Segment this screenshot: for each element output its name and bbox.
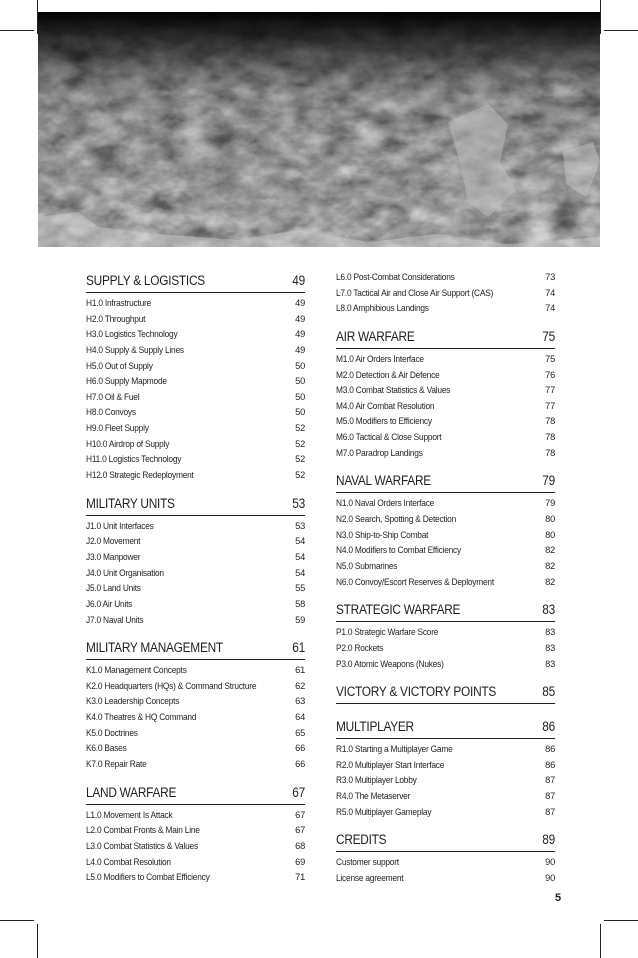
toc-entry-label: M1.0 Air Orders Interface [336, 353, 424, 364]
toc-entry-label: H12.0 Strategic Redeployment [86, 470, 194, 481]
toc-entry-label: J7.0 Naval Units [86, 614, 144, 625]
toc-section-heading[interactable] [336, 326, 555, 349]
toc-entry[interactable] [86, 581, 305, 597]
section-spacer [86, 628, 305, 637]
toc-entry[interactable] [86, 374, 305, 390]
toc-section [86, 637, 305, 772]
toc-section [336, 599, 555, 672]
toc-entry[interactable] [336, 446, 555, 462]
toc-entry-page: 78 [545, 432, 555, 443]
toc-entry-page: 77 [545, 400, 555, 411]
toc-entry-page: 64 [295, 712, 305, 723]
toc-entry-page: 63 [295, 696, 305, 707]
toc-entry[interactable] [336, 301, 555, 317]
toc-entry[interactable] [336, 855, 555, 871]
toc-entry-label: H3.0 Logistics Technology [86, 329, 178, 340]
toc-entry-label: H10.0 Airdrop of Supply [86, 438, 170, 449]
toc-entry-label: L3.0 Combat Statistics & Values [86, 840, 198, 851]
toc-entry[interactable] [86, 534, 305, 550]
toc-entry-page: 78 [545, 447, 555, 458]
toc-entry-page: 61 [295, 665, 305, 676]
section-title: MILITARY UNITS [86, 495, 175, 511]
crop-mark [604, 920, 638, 921]
toc-entry-page: 52 [295, 454, 305, 465]
toc-entry-label: N4.0 Modifiers to Combat Efficiency [336, 545, 461, 556]
section-title: NAVAL WARFARE [336, 473, 431, 489]
section-page-number: 49 [292, 273, 305, 288]
toc-section [336, 681, 555, 704]
crop-mark [600, 924, 601, 958]
section-title: VICTORY & VICTORY POINTS [336, 684, 497, 700]
toc-entry-label: M7.0 Paradrop Landings [336, 447, 423, 458]
toc-entry-label: M4.0 Air Combat Resolution [336, 400, 435, 411]
section-page-number: 75 [542, 328, 555, 344]
toc-entry-page: 59 [295, 614, 305, 625]
toc-entry-label: H4.0 Supply & Supply Lines [86, 344, 184, 355]
section-spacer [336, 461, 555, 470]
toc-entry-label: H7.0 Oil & Fuel [86, 391, 140, 402]
toc-entry-page: 73 [545, 272, 555, 282]
toc-entry[interactable] [86, 870, 305, 886]
toc-entry-label: R5.0 Multiplayer Gameplay [336, 806, 432, 817]
toc-entry[interactable] [336, 641, 555, 657]
toc-entry-page: 76 [545, 369, 555, 380]
toc-entry[interactable] [336, 512, 555, 528]
toc-entry-label: L7.0 Tactical Air and Close Air Support (CAS) [336, 287, 494, 298]
toc-entry-page: 86 [545, 759, 555, 770]
page-number: 5 [555, 892, 562, 904]
toc-section-heading[interactable] [336, 470, 555, 493]
toc-entry-page: 77 [545, 385, 555, 396]
section-spacer [336, 672, 555, 681]
toc-entry[interactable] [336, 270, 555, 286]
toc-entry-label: K7.0 Repair Rate [86, 759, 147, 770]
toc-entry-page: 86 [545, 744, 555, 755]
toc-entry[interactable] [336, 496, 555, 512]
toc-section-heading[interactable] [336, 681, 555, 704]
crop-mark [600, 0, 601, 34]
toc-entry-page: 82 [545, 560, 555, 571]
toc-entry-page: 74 [545, 303, 555, 314]
toc-entry[interactable] [86, 613, 305, 629]
toc-entry[interactable] [336, 543, 555, 559]
toc-entry-page: 87 [545, 791, 555, 802]
toc-entry-page: 65 [295, 727, 305, 738]
toc-entry[interactable] [86, 726, 305, 742]
toc-entry-page: 66 [295, 743, 305, 754]
section-spacer [86, 484, 305, 493]
toc-entry-label: L2.0 Combat Fronts & Main Line [86, 825, 200, 836]
toc-entry-label: R4.0 The Metaserver [336, 791, 411, 802]
section-page-number: 85 [542, 684, 555, 700]
toc-entry-label: H5.0 Out of Supply [86, 360, 153, 371]
section-page-number: 53 [292, 495, 305, 511]
toc-entry[interactable] [86, 312, 305, 328]
toc-entry[interactable] [336, 383, 555, 399]
toc-entry-label: K3.0 Leadership Concepts [86, 696, 180, 707]
toc-section-heading[interactable] [86, 637, 305, 660]
toc-entry[interactable] [86, 808, 305, 824]
toc-section [336, 326, 555, 461]
toc-entry-page: 69 [295, 856, 305, 867]
toc-entry-page: 62 [295, 680, 305, 691]
toc-entry[interactable] [86, 421, 305, 437]
toc-entry-page: 50 [295, 376, 305, 387]
toc-entry-label: J4.0 Unit Organisation [86, 567, 164, 578]
toc-entry-page: 54 [295, 551, 305, 562]
toc-entry-label: K4.0 Theatres & HQ Command [86, 712, 197, 723]
toc-entry[interactable] [86, 405, 305, 421]
toc-entry-page: 49 [295, 313, 305, 324]
toc-entry[interactable] [336, 773, 555, 789]
toc-entry[interactable] [336, 528, 555, 544]
toc-left-column [86, 270, 305, 886]
toc-entry-label: J6.0 Air Units [86, 598, 133, 609]
section-page-number: 89 [542, 832, 555, 848]
toc-entry-page: 80 [545, 514, 555, 525]
section-title: STRATEGIC WARFARE [336, 602, 461, 618]
toc-entry-label: K6.0 Bases [86, 743, 127, 754]
toc-entry-label: P1.0 Strategic Warfare Score [336, 627, 439, 638]
toc-entry[interactable] [336, 368, 555, 384]
toc-entry[interactable] [86, 437, 305, 453]
toc-entry-label: H1.0 Infrastructure [86, 298, 152, 308]
toc-entry[interactable] [336, 758, 555, 774]
toc-entry-page: 52 [295, 423, 305, 434]
toc-entry-label: H11.0 Logistics Technology [86, 454, 182, 465]
toc-entry[interactable] [86, 566, 305, 582]
toc-entry[interactable] [86, 343, 305, 359]
toc-entry[interactable] [86, 359, 305, 375]
toc-entry-page: 53 [295, 520, 305, 531]
toc-section [336, 270, 555, 317]
toc-entry-page: 52 [295, 470, 305, 481]
header-terrain-image [38, 12, 600, 247]
section-page-number: 79 [542, 473, 555, 489]
toc-entry-label: M6.0 Tactical & Close Support [336, 432, 442, 443]
toc-entry-label: Customer support [336, 857, 399, 868]
toc-entry-label: L5.0 Modifiers to Combat Efficiency [86, 872, 210, 883]
toc-entry-label: K2.0 Headquarters (HQs) & Command Structure [86, 680, 257, 691]
toc-entry[interactable] [336, 742, 555, 758]
toc-section-heading[interactable] [86, 493, 305, 516]
toc-entry-label: R1.0 Starting a Multiplayer Game [336, 744, 453, 755]
toc-entry-label: N5.0 Submarines [336, 560, 398, 571]
toc-entry-page: 87 [545, 775, 555, 786]
toc-entry-page: 82 [545, 545, 555, 556]
toc-entry-label: H6.0 Supply Mapmode [86, 376, 167, 387]
toc-entry-page: 90 [545, 873, 555, 884]
toc-entry-page: 50 [295, 360, 305, 371]
toc-entry[interactable] [86, 663, 305, 679]
toc-entry[interactable] [336, 430, 555, 446]
toc-entry[interactable] [336, 559, 555, 575]
toc-entry-label: H9.0 Fleet Supply [86, 423, 149, 434]
toc-entry[interactable] [86, 823, 305, 839]
toc-entry[interactable] [86, 597, 305, 613]
toc-entry-page: 54 [295, 536, 305, 547]
toc-entry-label: J3.0 Manpower [86, 551, 141, 562]
toc-entry-page: 74 [545, 287, 555, 298]
section-page-number: 86 [542, 719, 555, 735]
toc-entry[interactable] [336, 657, 555, 673]
toc-entry-page: 75 [545, 353, 555, 364]
toc-entry-label: J5.0 Land Units [86, 583, 141, 594]
toc-entry[interactable] [336, 625, 555, 641]
toc-entry-label: H2.0 Throughput [86, 313, 146, 324]
section-title: MULTIPLAYER [336, 719, 414, 735]
toc-entry-label: N6.0 Convoy/Escort Reserves & Deployment [336, 576, 494, 587]
toc-entry[interactable] [86, 327, 305, 343]
toc-section [336, 716, 555, 820]
toc-entry-page: 55 [295, 583, 305, 594]
toc-entry[interactable] [86, 519, 305, 535]
toc-entry[interactable] [336, 399, 555, 415]
toc-entry[interactable] [86, 390, 305, 406]
toc-entry-page: 87 [545, 806, 555, 817]
toc-entry-page: 49 [295, 329, 305, 340]
toc-entry[interactable] [86, 855, 305, 871]
toc-entry-label: K5.0 Doctrines [86, 727, 138, 738]
section-spacer [336, 590, 555, 599]
crop-mark [604, 30, 638, 31]
toc-entry[interactable] [86, 296, 305, 312]
toc-entry-label: L6.0 Post-Combat Considerations [336, 272, 455, 282]
section-page-number: 83 [542, 602, 555, 618]
toc-entry-page: 83 [545, 642, 555, 653]
toc-entry[interactable] [336, 352, 555, 368]
toc-entry[interactable] [86, 741, 305, 757]
toc-entry-label: H8.0 Convoys [86, 407, 136, 418]
toc-entry-label: L8.0 Amphibious Landings [336, 303, 429, 314]
toc-entry-label: J2.0 Movement [86, 536, 141, 547]
section-spacer [336, 317, 555, 326]
toc-entry-label: R2.0 Multiplayer Start Interface [336, 759, 445, 770]
toc-entry[interactable] [336, 789, 555, 805]
toc-entry[interactable] [336, 871, 555, 887]
toc-entry[interactable] [86, 550, 305, 566]
toc-entry-page: 71 [295, 872, 305, 883]
section-title: AIR WARFARE [336, 328, 415, 344]
toc-entry[interactable] [336, 286, 555, 302]
toc-entry-label: L4.0 Combat Resolution [86, 856, 171, 867]
toc-entry-label: M2.0 Detection & Air Defence [336, 369, 440, 380]
toc-entry-label: L1.0 Movement Is Attack [86, 809, 173, 820]
toc-entry-page: 68 [295, 840, 305, 851]
toc-section-heading[interactable] [336, 829, 555, 852]
toc-entry-page: 50 [295, 391, 305, 402]
section-spacer [86, 773, 305, 782]
toc-entry-page: 67 [295, 825, 305, 836]
toc-entry-label: N3.0 Ship-to-Ship Combat [336, 529, 429, 540]
crop-mark [0, 30, 34, 31]
toc-section-heading[interactable] [336, 599, 555, 622]
toc-entry-page: 80 [545, 529, 555, 540]
crop-mark [37, 924, 38, 958]
toc-entry-page: 82 [545, 576, 555, 587]
toc-entry-label: License agreement [336, 873, 404, 884]
toc-entry-page: 54 [295, 567, 305, 578]
section-spacer [336, 707, 555, 716]
toc-entry-label: J1.0 Unit Interfaces [86, 520, 154, 531]
toc-section [336, 470, 555, 590]
toc-entry-label: P2.0 Rockets [336, 642, 384, 653]
toc-entry-page: 78 [545, 416, 555, 427]
toc-entry-page: 66 [295, 759, 305, 770]
toc-section [86, 270, 305, 484]
toc-entry[interactable] [336, 414, 555, 430]
toc-entry[interactable] [86, 694, 305, 710]
toc-section [86, 493, 305, 628]
toc-entry[interactable] [86, 757, 305, 773]
toc-right-column [336, 270, 555, 887]
toc-entry[interactable] [86, 710, 305, 726]
section-page-number: 67 [292, 784, 305, 800]
toc-section [86, 782, 305, 886]
toc-entry-page: 49 [295, 344, 305, 355]
section-title: MILITARY MANAGEMENT [86, 640, 223, 656]
section-title: CREDITS [336, 832, 387, 848]
toc-entry-page: 83 [545, 658, 555, 669]
section-spacer [336, 820, 555, 829]
toc-entry-page: 67 [295, 809, 305, 820]
section-title: LAND WARFARE [86, 784, 177, 800]
toc-entry-label: M5.0 Modifiers to Efficiency [336, 416, 432, 427]
toc-entry-page: 50 [295, 407, 305, 418]
toc-entry-page: 58 [295, 598, 305, 609]
toc-entry-label: N1.0 Naval Orders Interface [336, 498, 435, 509]
toc-section-heading[interactable] [86, 782, 305, 805]
toc-entry-label: N2.0 Search, Spotting & Detection [336, 514, 457, 525]
toc-entry[interactable] [86, 468, 305, 484]
toc-entry[interactable] [336, 575, 555, 591]
toc-section-heading[interactable] [336, 716, 555, 739]
section-page-number: 61 [292, 640, 305, 656]
toc-entry-page: 90 [545, 857, 555, 868]
toc-entry[interactable] [86, 452, 305, 468]
toc-entry[interactable] [86, 679, 305, 695]
section-title: SUPPLY & LOGISTICS [86, 273, 205, 288]
toc-entry[interactable] [86, 839, 305, 855]
toc-entry-label: R3.0 Multiplayer Lobby [336, 775, 417, 786]
toc-entry-page: 49 [295, 298, 305, 308]
toc-entry[interactable] [336, 805, 555, 821]
toc-entry-page: 79 [545, 498, 555, 509]
toc-entry-label: P3.0 Atomic Weapons (Nukes) [336, 658, 444, 669]
toc-entry-label: M3.0 Combat Statistics & Values [336, 385, 451, 396]
toc-section-heading[interactable] [86, 270, 305, 293]
toc-entry-page: 83 [545, 627, 555, 638]
toc-entry-page: 52 [295, 438, 305, 449]
crop-mark [0, 920, 34, 921]
toc-section [336, 829, 555, 886]
toc-entry-label: K1.0 Management Concepts [86, 665, 187, 676]
